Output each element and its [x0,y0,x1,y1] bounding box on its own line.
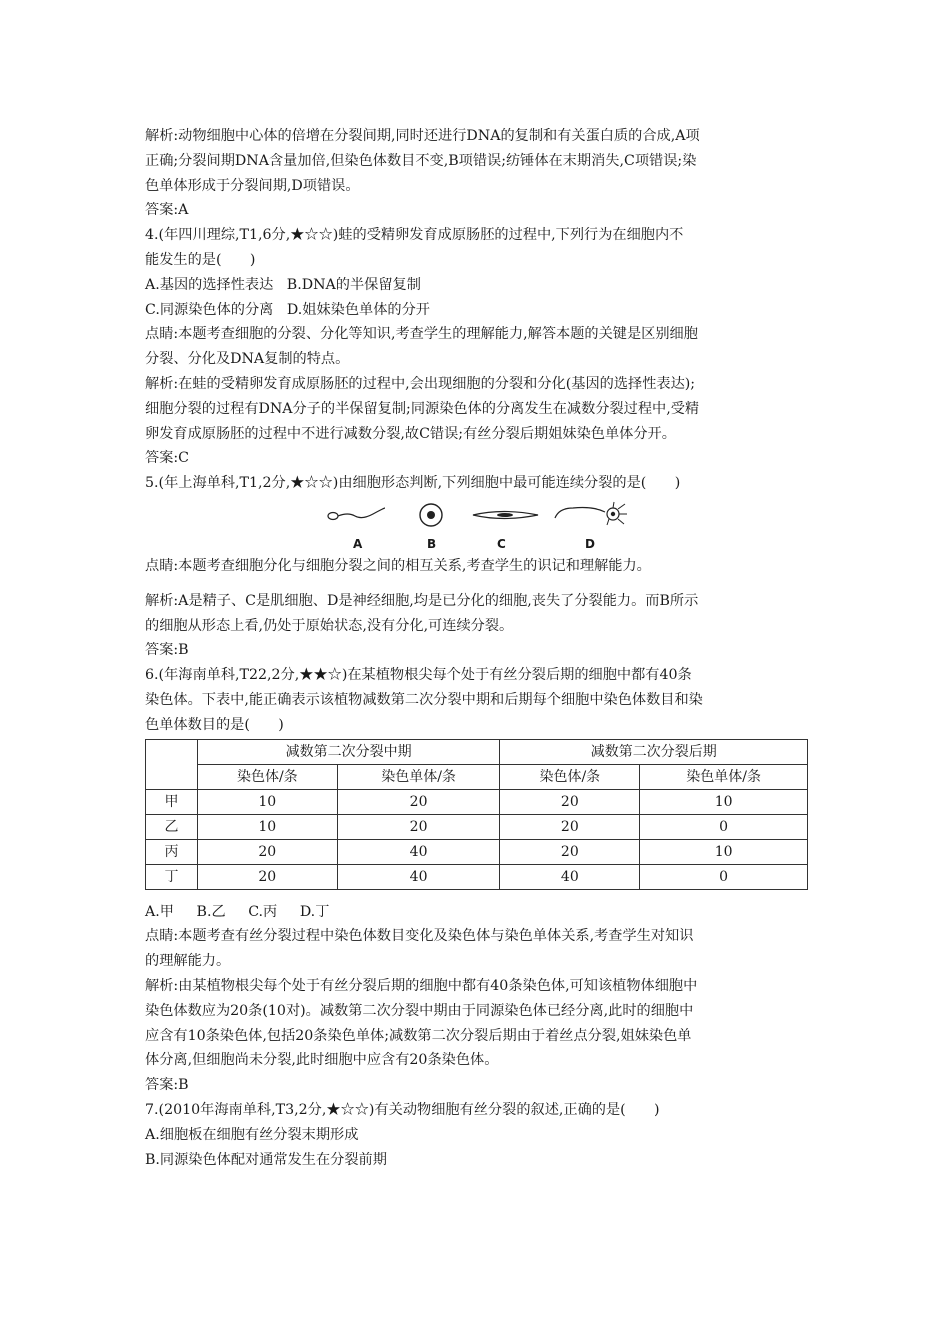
q5-analysis-line: 解析:A是精子、C是肌细胞、D是神经细胞,均是已分化的细胞,丧失了分裂能力。而B所示 [145,592,699,609]
q6-stem: 6.(年海南单科,T22,2分,★★☆)在某植物根尖每个处于有丝分裂后期的细胞中都有40条 [145,667,692,684]
table-subheader: 染色单体/条 [337,764,500,789]
table-cell: 20 [500,839,640,864]
q5-cell-figure [145,500,810,550]
q7-option-a: A.细胞板在细胞有丝分裂末期形成 [145,1126,359,1143]
q4-analysis-line: 卵发育成原肠胚的过程中不进行减数分裂,故C错误;有丝分裂后期姐妹染色单体分开。 [145,425,676,442]
q7-stem: 7.(2010年海南单科,T3,2分,★☆☆)有关动物细胞有丝分裂的叙述,正确的是( ) [145,1101,660,1118]
table-cell: 40 [500,864,640,889]
document-page [145,124,810,1172]
q3-answer: 答案:A [145,202,189,219]
q6-analysis-line: 体分离,但细胞尚未分裂,此时细胞中应含有20条染色体。 [145,1052,499,1069]
table-header-row [146,739,808,764]
table-cell: 0 [640,814,808,839]
chromosome-table [145,739,808,890]
table-cell: 20 [500,814,640,839]
figure-label-b: B [427,536,437,551]
q4-tip: 点睛:本题考查细胞的分裂、分化等知识,考查学生的理解能力,解答本题的关键是区别细胞 [145,326,698,343]
table-row [146,789,808,814]
cell-shapes-figure [323,500,643,534]
table-cell: 丙 [146,839,198,864]
q6-option-d: D.丁 [299,903,330,920]
table-cell: 20 [197,839,337,864]
table-cell: 10 [197,789,337,814]
q6-option-b: B.乙 [196,903,226,920]
table-cell: 甲 [146,789,198,814]
table-subheader: 染色体/条 [197,764,337,789]
q6-option-c: C.丙 [248,903,278,920]
q6-options-row [145,900,810,925]
table-group-header: 减数第二次分裂后期 [500,739,808,764]
table-row [146,864,808,889]
table-row [146,839,808,864]
q4-analysis-line: 细胞分裂的过程有DNA分子的半保留复制;同源染色体的分离发生在减数分裂过程中,受精 [145,400,700,417]
table-cell: 40 [337,864,500,889]
q4-option-d: D.姐妹染色单体的分开 [286,301,430,318]
q6-option-a: A.甲 [145,903,174,920]
table-cell: 20 [337,814,500,839]
figure-label-a: A [353,536,363,551]
table-cell: 20 [337,789,500,814]
table-row [146,814,808,839]
table-corner-cell [146,739,198,789]
q6-analysis-line: 解析:由某植物根尖每个处于有丝分裂后期的细胞中都有40条染色体,可知该植物体细胞中 [145,977,698,994]
table-cell: 乙 [146,814,198,839]
q5-tip: 点睛:本题考查细胞分化与细胞分裂之间的相互关系,考查学生的识记和理解能力。 [145,557,651,574]
q7-option-b: B.同源染色体配对通常发生在分裂前期 [145,1151,387,1168]
q6-stem: 染色体。下表中,能正确表示该植物减数第二次分裂中期和后期每个细胞中染色体数目和染 [145,691,703,708]
q4-option-c: C.同源染色体的分离 [145,301,274,318]
table-cell: 20 [500,789,640,814]
q3-analysis-line: 色单体形成于分裂间期,D项错误。 [145,177,360,194]
table-cell: 20 [197,864,337,889]
table-subheader-row [146,764,808,789]
q4-options-row [145,298,810,323]
q5-analysis-line: 的细胞从形态上看,仍处于原始状态,没有分化,可连续分裂。 [145,617,514,634]
q4-analysis-line: 解析:在蛙的受精卵发育成原肠胚的过程中,会出现细胞的分裂和分化(基因的选择性表达); [145,375,696,392]
q6-analysis-line: 染色体数应为20条(10对)。减数第二次分裂中期由于同源染色体已经分离,此时的细胞中 [145,1002,694,1019]
q5-stem: 5.(年上海单科,T1,2分,★☆☆)由细胞形态判断,下列细胞中最可能连续分裂的是( ) [145,475,681,492]
table-cell: 40 [337,839,500,864]
q4-option-b: B.DNA的半保留复制 [286,276,421,293]
q4-tip: 分裂、分化及DNA复制的特点。 [145,351,350,368]
q4-answer: 答案:C [145,450,190,467]
neuron-cell-shape [555,502,627,525]
table-cell: 丁 [146,864,198,889]
figure-label-c: C [497,536,506,551]
table-group-header: 减数第二次分裂中期 [197,739,500,764]
q4-stem: 4.(年四川理综,T1,6分,★☆☆)蛙的受精卵发育成原肠胚的过程中,下列行为在细胞内不 [145,227,684,244]
q3-analysis-line: 解析:动物细胞中心体的倍增在分裂间期,同时还进行DNA的复制和有关蛋白质的合成,A项 [145,128,700,144]
table-subheader: 染色体/条 [500,764,640,789]
table-cell: 0 [640,864,808,889]
q5-answer: 答案:B [145,642,189,659]
q6-answer: 答案:B [145,1077,189,1094]
q4-option-a: A.基因的选择性表达 [145,276,274,293]
table-subheader: 染色单体/条 [640,764,808,789]
q4-stem: 能发生的是( ) [145,251,256,268]
table-cell: 10 [640,789,808,814]
round-cell-shape [420,504,442,526]
table-cell: 10 [197,814,337,839]
muscle-cell-shape [473,511,538,518]
figure-label-d: D [585,536,595,551]
sperm-cell-shape [328,508,385,520]
q6-analysis-line: 应含有10条染色体,包括20条染色单体;减数第二次分裂后期由于着丝点分裂,姐妹染色单 [145,1027,692,1044]
q4-options-row [145,273,810,298]
table-cell: 10 [640,839,808,864]
q6-tip: 的理解能力。 [145,953,231,970]
q6-stem: 色单体数目的是( ) [145,716,284,733]
q6-tip: 点睛:本题考查有丝分裂过程中染色体数目变化及染色体与染色单体关系,考查学生对知识 [145,928,694,945]
q3-analysis-line: 正确;分裂间期DNA含量加倍,但染色体数目不变,B项错误;纺锤体在末期消失,C项错误;染 [145,152,697,169]
